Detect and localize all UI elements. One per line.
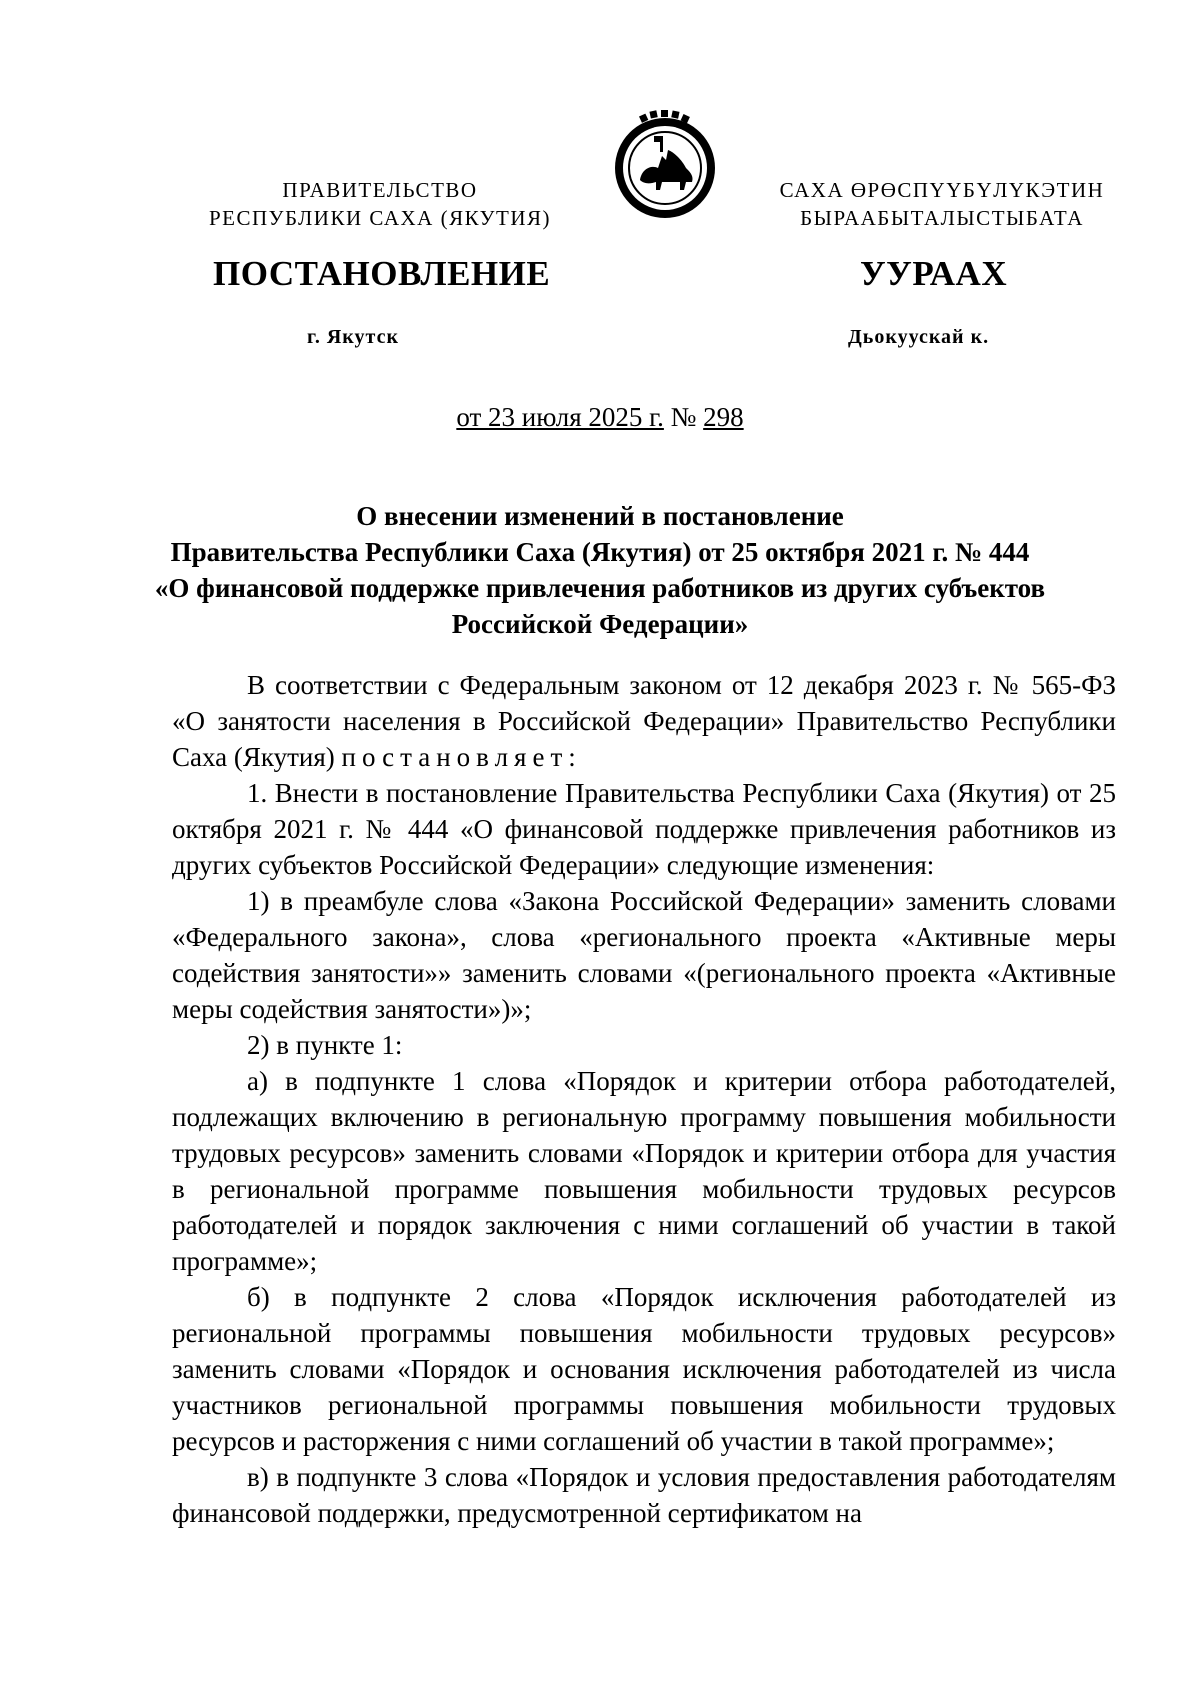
- document-body: [172, 667, 1116, 1531]
- paragraph-item-1: 1. Внести в постановление Правительства Республики Саха (Якутия) от 25 октября 2021 г. № 444 «О финансовой поддержке привлечения работников из других субъектов Российской Федерации» следующие изменения:: [172, 778, 1116, 880]
- issuer-russian: [180, 176, 580, 232]
- paragraph-subitem-2: 2) в пункте 1:: [247, 1030, 403, 1060]
- paragraph-preamble: [172, 667, 1116, 775]
- issuer-russian-line1: ПРАВИТЕЛЬСТВО: [282, 178, 478, 202]
- issuer-yakut-line2: БЫРААБЫТАЛЫСТЫБАТА: [800, 206, 1084, 230]
- title-line3: «О финансовой поддержке привлечения работников из других субъектов: [154, 573, 1046, 603]
- paragraph-subitem-b: б) в подпункте 2 слова «Порядок исключения работодателей из региональной программы повышения мобильности трудовых ресурсов» заменить словами «Порядок и основания исключения работодателей из числа участников региональной программы повышения мобильности трудовых ресурсов и расторжения с ними соглашений об участии в такой программе»;: [172, 1282, 1116, 1456]
- paragraph-subitem-a: а) в подпункте 1 слова «Порядок и критерии отбора работодателей, подлежащих включению в региональную программу повышения мобильности трудовых ресурсов» заменить словами «Порядок и критерии отбора для участия в региональной программе повышения мобильности трудовых ресурсов работодателей и порядок заключения с ними соглашений об участии в такой программе»;: [172, 1066, 1116, 1276]
- paragraph-subitem-1: 1) в преамбуле слова «Закона Российской Федерации» заменить словами «Федерального закона», слова «регионального проекта «Активные меры содействия занятости»» заменить словами «(регионального проекта «Активные меры содействия занятости»)»;: [172, 886, 1116, 1024]
- paragraph-subitem-v: в) в подпункте 3 слова «Порядок и условия предоставления работодателям финансовой поддержки, предусмотренной сертификатом на: [172, 1462, 1116, 1528]
- title-line2: Правительства Республики Саха (Якутия) от 25 октября 2021 г. № 444: [170, 537, 1030, 567]
- document-number: 298: [703, 402, 744, 432]
- issuer-yakut: [742, 176, 1142, 232]
- coat-of-arms-emblem-icon: [610, 110, 720, 220]
- document-title: [150, 498, 1050, 642]
- doc-type-russian: ПОСТАНОВЛЕНИЕ: [213, 254, 551, 293]
- date-number-line: [0, 402, 1200, 433]
- document-date: от 23 июля 2025 г.: [456, 402, 664, 432]
- issuer-yakut-line1: САХА ӨРӨСПҮҮБҮЛҮКЭТИН: [779, 178, 1105, 202]
- title-line1: О внесении изменений в постановление: [356, 501, 844, 531]
- resolves-word: постановляет:: [341, 742, 582, 772]
- city-russian: г. Якутск: [307, 326, 399, 348]
- number-sign: №: [670, 402, 697, 432]
- preamble-text: В соответствии с Федеральным законом от 12 декабря 2023 г. № 565-ФЗ «О занятости населения в Российской Федерации» Правительство Республики Саха (Якутия): [172, 670, 1116, 772]
- city-yakut: Дьокуускай к.: [848, 326, 990, 348]
- title-line4: Российской Федерации»: [451, 609, 749, 639]
- doc-type-yakut: УУРААХ: [860, 254, 1008, 293]
- issuer-russian-line2: РЕСПУБЛИКИ САХА (ЯКУТИЯ): [208, 206, 552, 230]
